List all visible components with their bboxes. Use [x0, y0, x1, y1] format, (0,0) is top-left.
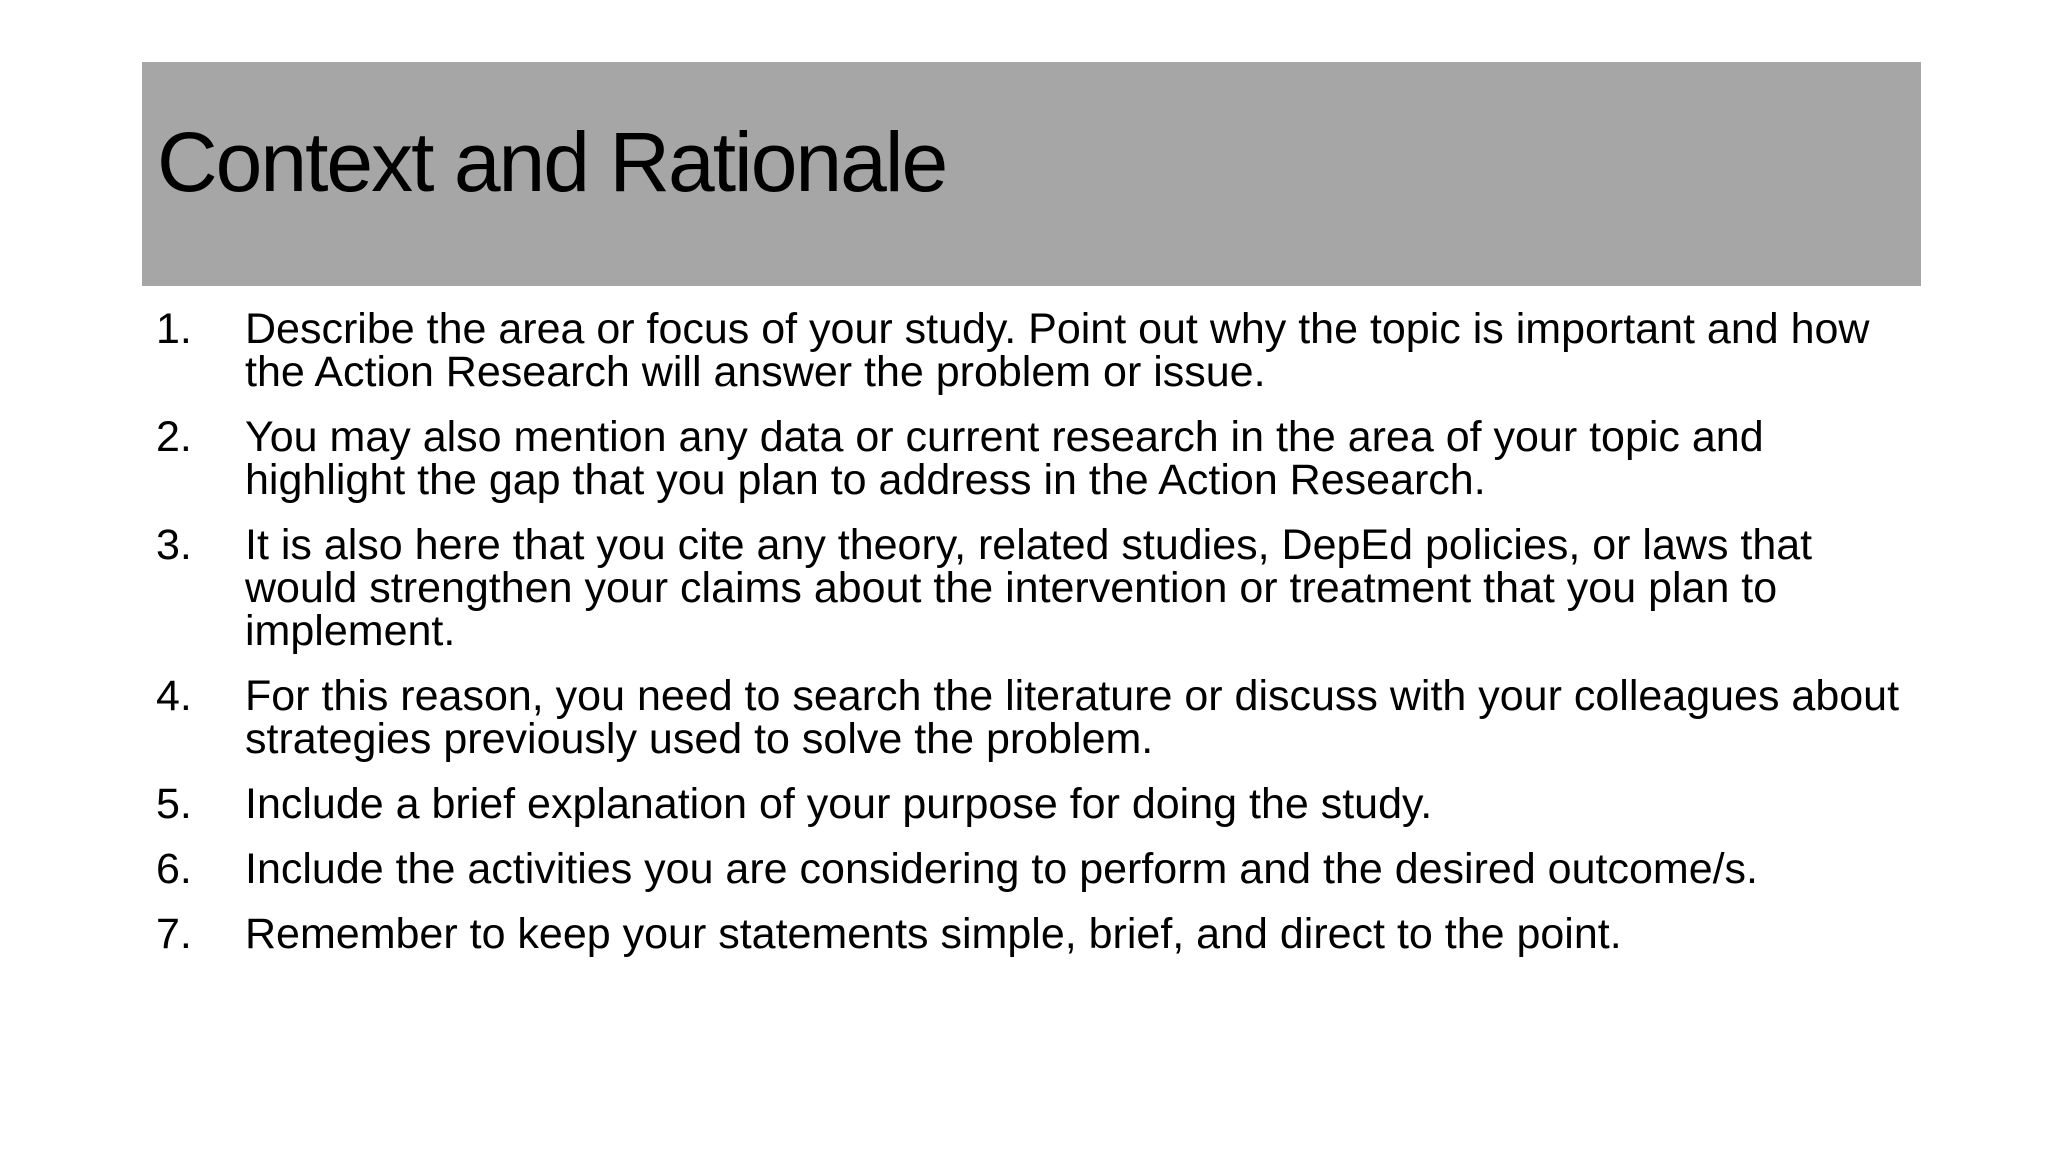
list-item: [156, 305, 1916, 396]
list-item: [156, 780, 1916, 828]
list-item-number: 2.: [156, 413, 192, 461]
list-item: [156, 910, 1916, 958]
list-item: [156, 845, 1916, 893]
list-item-number: 7.: [156, 910, 192, 958]
list-item: [156, 413, 1916, 504]
list-item-number: 6.: [156, 845, 192, 893]
list-item-number: 3.: [156, 521, 192, 569]
numbered-list: [156, 305, 1916, 978]
list-item-text: For this reason, you need to search the literature or discuss with your colleagues about strategies previously used to solve the problem.: [245, 672, 1900, 763]
list-item-text: It is also here that you cite any theory, related studies, DepEd policies, or laws that would strengthen your claims about the intervention or treatment that you plan to implement.: [245, 521, 1813, 655]
list-item-number: 1.: [156, 305, 192, 353]
title-bar: [142, 62, 1921, 286]
list-item: [156, 672, 1916, 763]
slide-title: Context and Rationale: [157, 115, 947, 209]
list-item-text: Describe the area or focus of your study. Point out why the topic is important and how the Action Research will answer the problem or issue.: [245, 305, 1870, 396]
list-item-text: Include the activities you are considering to perform and the desired outcome/s.: [245, 845, 1758, 893]
list-item: [156, 521, 1916, 655]
list-item-text: Include a brief explanation of your purpose for doing the study.: [245, 780, 1433, 828]
list-item-number: 4.: [156, 672, 192, 720]
list-item-text: Remember to keep your statements simple, brief, and direct to the point.: [245, 910, 1622, 958]
list-item-text: You may also mention any data or current research in the area of your topic and highlight the gap that you plan to address in the Action Research.: [245, 413, 1764, 504]
list-item-number: 5.: [156, 780, 192, 828]
